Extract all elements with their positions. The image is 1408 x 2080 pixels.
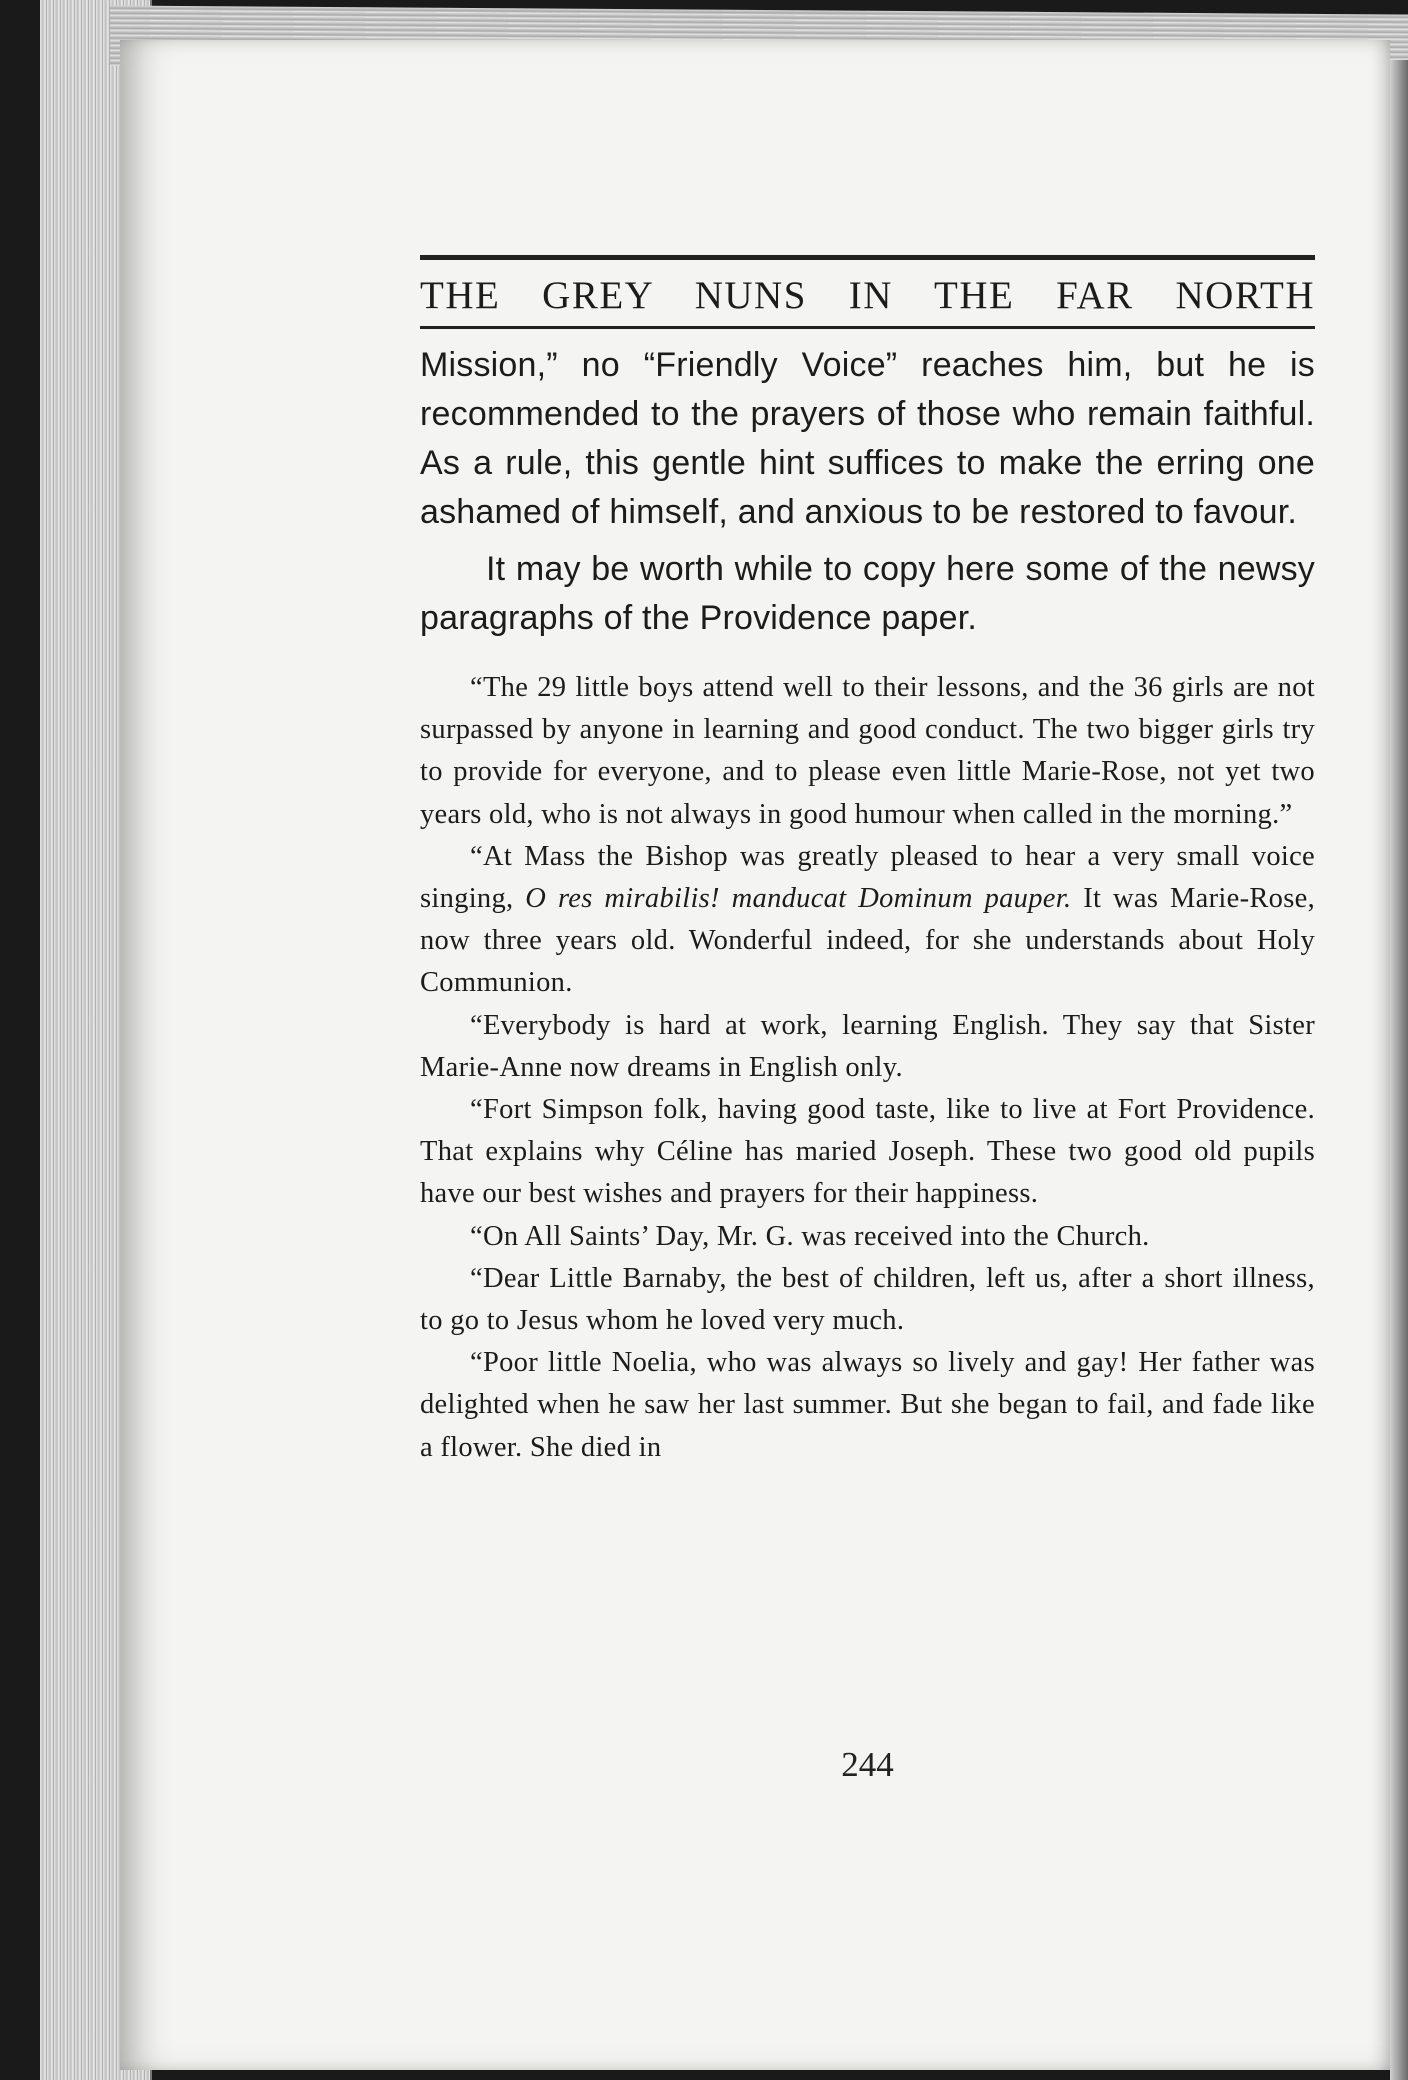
header-rule-bottom xyxy=(420,326,1315,329)
latin-quotation: O res mirabilis! manducat Dominum pauper. xyxy=(525,883,1072,915)
header-rule-top xyxy=(420,255,1315,260)
body-paragraph-2: It may be worth while to copy here some of the newsy paragraphs of the Providence paper. xyxy=(420,550,1315,637)
extract-paragraph-2-text-b: It was Marie-Rose, now three years old. Wonderful indeed, for she understands about Holy Communion. xyxy=(420,883,1315,999)
running-head: THE GREY NUNS IN THE FAR NORTH xyxy=(420,274,1315,317)
extract-paragraph-2-text-a: “At Mass the Bishop was greatly pleased to hear a very small voice singing, xyxy=(420,840,1315,915)
body-paragraph-1: Mission,” no “Friendly Voice” reaches him, but he is recommended to the prayers of those who remain faithful. As a rule, this gentle hint suffices to make the erring one ashamed of himself, and anxious to be restored to favour. xyxy=(420,346,1315,531)
extract-paragraph-5: “On All Saints’ Day, Mr. G. was received into the Church. xyxy=(470,1220,1150,1252)
extract-paragraph-1: “The 29 little boys attend well to their lessons, and the 36 girls are not surpassed by anyone in learning and good conduct. The two bigger girls try to provide for everyone, and to please even little Marie-Rose, not yet two years old, who is not always in good humour when called in the morning.” xyxy=(420,672,1315,830)
extract-paragraph-6: “Dear Little Barnaby, the best of children, left us, after a short illness, to go to Jesus whom he loved very much. xyxy=(420,1262,1315,1337)
text-block xyxy=(420,255,1315,1469)
book-right-edge xyxy=(1390,60,1408,2080)
extract-paragraph-3: “Everybody is hard at work, learning English. They say that Sister Marie-Anne now dreams in English only. xyxy=(420,1009,1315,1083)
extract-paragraph-2 xyxy=(420,836,1315,1005)
extract-paragraph-4: “Fort Simpson folk, having good taste, like to live at Fort Providence. That explains why Céline has maried Joseph. These two good old pupils have our best wishes and prayers for their happiness. xyxy=(420,1094,1315,1210)
extract-paragraph-7: “Poor little Noelia, who was always so lively and gay! Her father was delighted when he saw her last summer. But she began to fail, and fade like a flower. She died in xyxy=(420,1347,1315,1463)
page-number: 244 xyxy=(841,1745,894,1784)
